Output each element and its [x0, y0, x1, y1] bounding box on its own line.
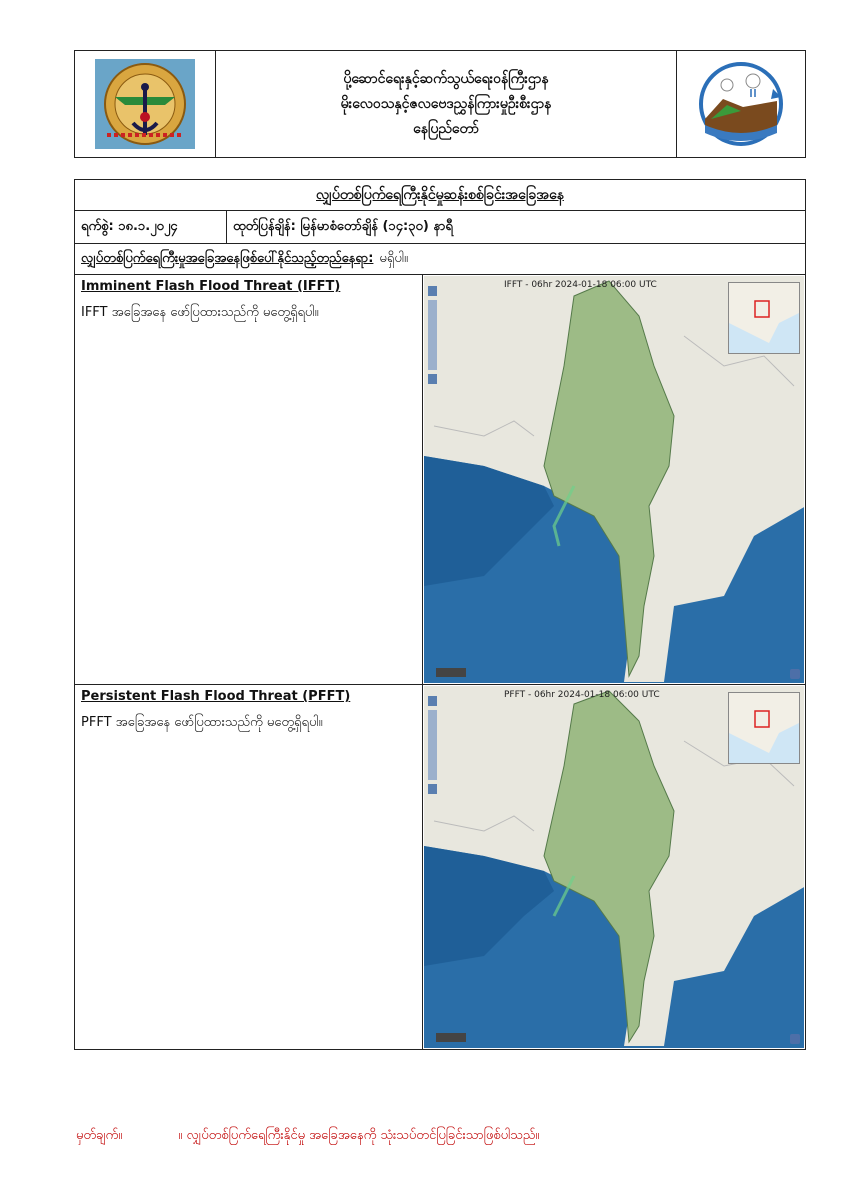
city-name: နေပြည်တော်: [413, 120, 479, 137]
pfft-scale-bar: [436, 1033, 466, 1042]
hydrology-cycle-icon: [693, 59, 789, 149]
pfft-info-icon[interactable]: [790, 1034, 800, 1044]
ifft-zoom-slider[interactable]: [428, 300, 437, 370]
pfft-body: PFFT အခြေအနေ ဖော်ပြထားသည်ကို မတွေ့ရှိရပါ။: [81, 715, 323, 730]
date-row: [75, 211, 805, 244]
ifft-zoom-out-button[interactable]: [428, 374, 437, 384]
pfft-zoom-slider[interactable]: [428, 710, 437, 780]
issue-time: ထုတ်ပြန်ချိန်: မြန်မာစံတော်ချိန် (၁၄:၃၀) နာရီ: [233, 218, 453, 234]
flash-flood-report-table: [74, 179, 806, 1050]
department-name: မိုးလေဝသနှင့်ဇလဗေဒညွှန်ကြားမှုဦးစီးဌာန: [340, 95, 552, 112]
location-label: လျှပ်တစ်ပြက်ရေကြီးမှုအခြေအနေဖြစ်ပေါ်နိုင်သည့်တည်နေရာ:: [81, 250, 374, 266]
pfft-text-cell: [75, 685, 423, 1049]
pfft-section: [75, 685, 805, 1049]
footer-note: [76, 1127, 539, 1146]
overview-map-graphic: [729, 693, 799, 763]
ministry-name: ပို့ဆောင်ရေးနှင့်ဆက်သွယ်ရေးဝန်ကြီးဌာန: [343, 70, 549, 87]
pfft-overview-map: [728, 692, 800, 764]
report-title: လျှပ်တစ်ပြက်ရေကြီးနိုင်မှုဆန်းစစ်ခြင်းအခြေအနေ: [75, 180, 805, 211]
ministry-logo-cell: [75, 51, 216, 157]
pfft-heading: Persistent Flash Flood Threat (PFFT): [81, 689, 351, 704]
ifft-map[interactable]: [424, 276, 804, 683]
pfft-zoom-out-button[interactable]: [428, 784, 437, 794]
location-value: မရှိပါ။: [379, 250, 408, 266]
location-row: [75, 244, 805, 275]
ministry-emblem-icon: [93, 57, 197, 151]
letterhead-title: [216, 51, 676, 157]
ifft-heading: Imminent Flash Flood Threat (IFFT): [81, 279, 341, 294]
dmh-logo-cell: [676, 51, 805, 157]
ifft-zoom-in-button[interactable]: [428, 286, 437, 296]
pfft-zoom-in-button[interactable]: [428, 696, 437, 706]
ifft-overview-map: [728, 282, 800, 354]
ifft-scale-bar: [436, 668, 466, 677]
footer-note-text: ။ လျှပ်တစ်ပြက်ရေကြီးနိုင်မှု အခြေအနေကို သုံးသပ်တင်ပြခြင်းသာဖြစ်ပါသည်။: [178, 1128, 540, 1143]
ifft-body: IFFT အခြေအနေ ဖော်ပြထားသည်ကို မတွေ့ရှိရပါ။: [81, 305, 319, 320]
letterhead: [74, 50, 806, 158]
report-date: ရက်စွဲ: ၁၈.၁.၂၀၂၄: [75, 211, 227, 243]
ifft-map-label: IFFT - 06hr 2024-01-18 06:00 UTC: [504, 280, 657, 290]
pfft-map-label: PFFT - 06hr 2024-01-18 06:00 UTC: [504, 690, 660, 700]
overview-map-graphic: [729, 283, 799, 353]
ifft-section: [75, 275, 805, 685]
ifft-info-icon[interactable]: [790, 669, 800, 679]
footer-note-label: မှတ်ချက်။: [76, 1128, 123, 1143]
ifft-text-cell: [75, 275, 423, 684]
pfft-map[interactable]: [424, 686, 804, 1048]
